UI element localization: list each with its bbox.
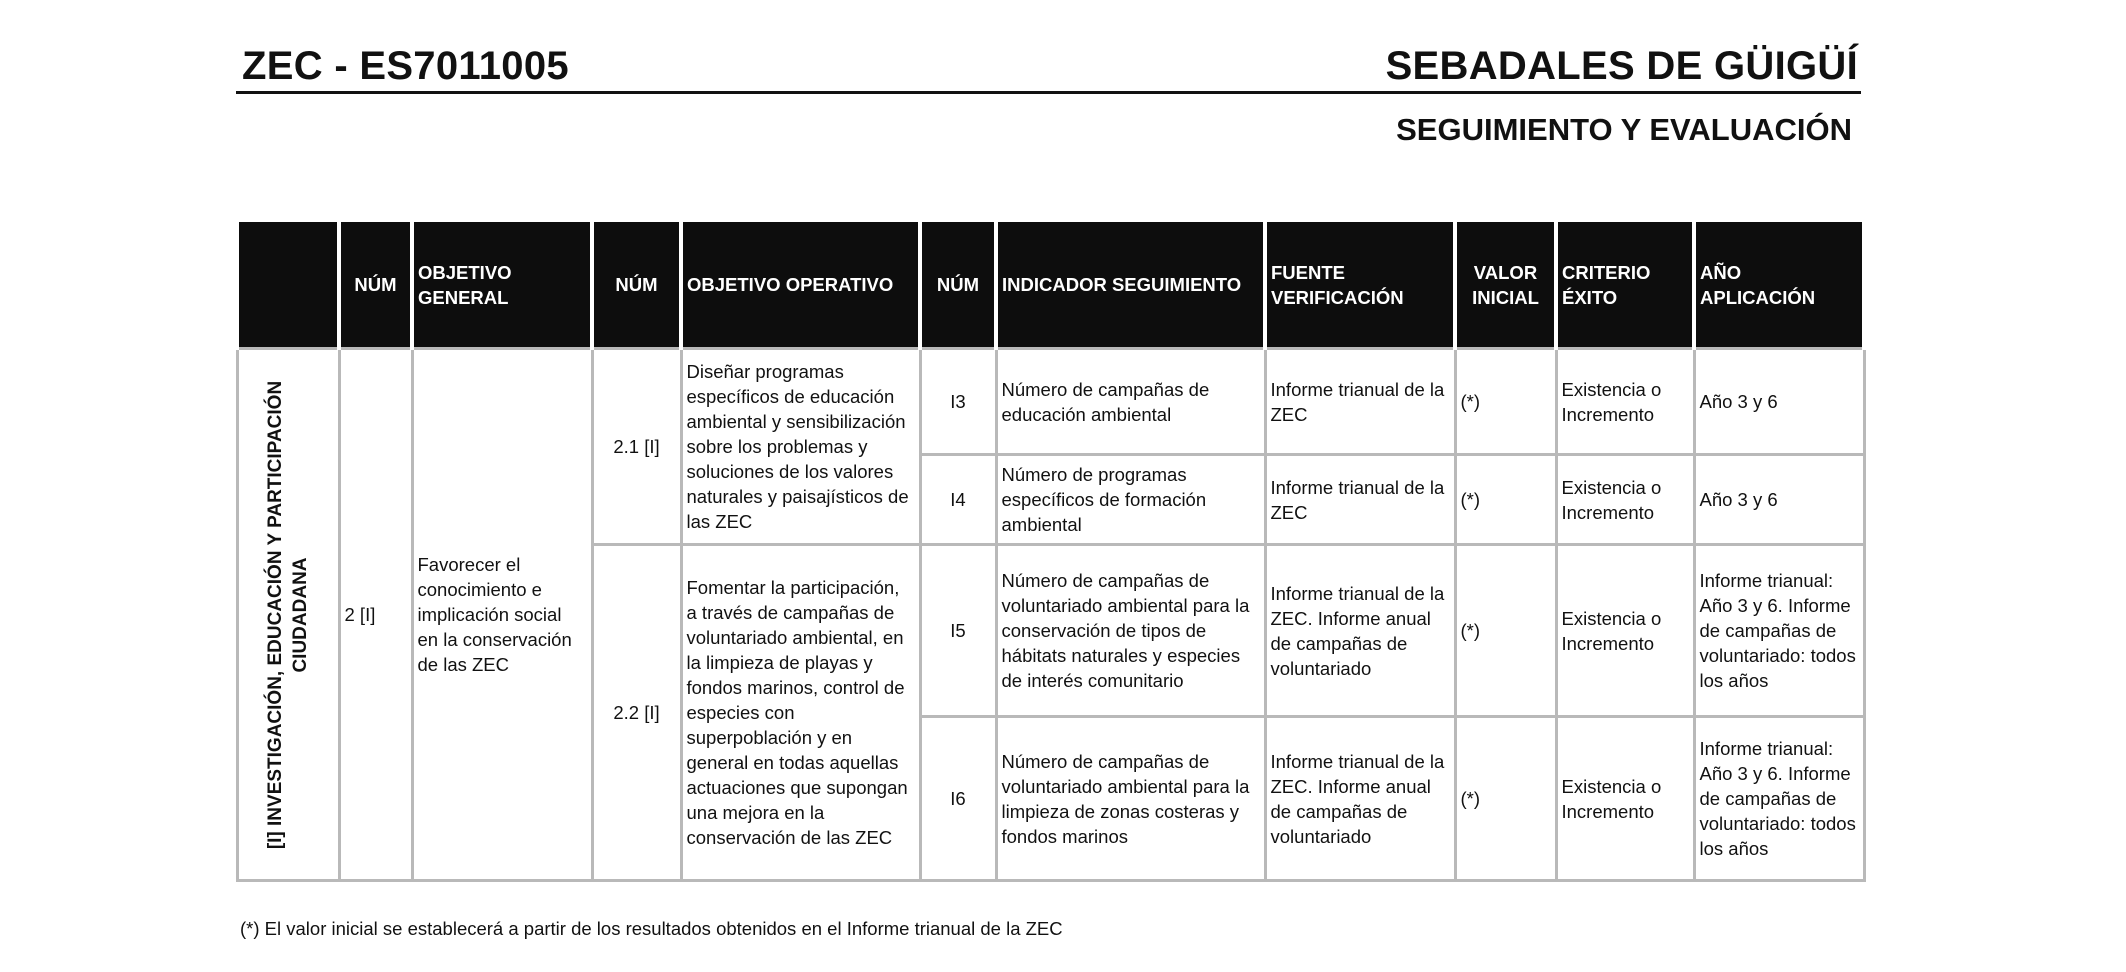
indicator-num-cell: I6 [920,717,996,881]
year-cell: Año 3 y 6 [1694,349,1864,455]
general-objective-cell: Favorecer el conocimiento e implicación social en la conservación de las ZEC [412,349,592,881]
indicator-cell: Número de programas específicos de formación ambiental [996,455,1265,545]
col-fuente-verificacion: FUENTE VERIFICACIÓN [1265,222,1455,349]
area-cell [237,349,339,881]
col-indicador-seguimiento: INDICADOR SEGUIMIENTO [996,222,1265,349]
initial-value-cell: (*) [1455,717,1556,881]
indicator-num-cell: I5 [920,545,996,717]
col-criterio-exito: CRITERIO ÉXITO [1556,222,1694,349]
source-cell: Informe trianual de la ZEC [1265,349,1455,455]
indicator-num-cell: I3 [920,349,996,455]
initial-value-cell: (*) [1455,455,1556,545]
source-cell: Informe trianual de la ZEC [1265,455,1455,545]
table-header-row [237,222,1864,349]
year-cell: Informe trianual: Año 3 y 6. Informe de campañas de voluntariado: todos los años [1694,545,1864,717]
operative-objective-cell: Fomentar la participación, a través de campañas de voluntariado ambiental, en la limpieza de playas y fondos marinos, control de especies con superpoblación y en general en todas aquellas actuaciones que supongan una mejora en la conservación de las ZEC [681,545,920,881]
operative-num-cell: 2.1 [I] [592,349,681,545]
footnote: (*) El valor inicial se establecerá a partir de los resultados obtenidos en el Informe trianual de la ZEC [240,918,1063,939]
year-cell: Año 3 y 6 [1694,455,1864,545]
indicator-cell: Número de campañas de voluntariado ambiental para la limpieza de zonas costeras y fondos marinos [996,717,1265,881]
section-subtitle: SEGUIMIENTO Y EVALUACIÓN [1396,112,1852,147]
col-objetivo-general: OBJETIVO GENERAL [412,222,592,349]
indicator-cell: Número de campañas de educación ambiental [996,349,1265,455]
source-cell: Informe trianual de la ZEC. Informe anual de campañas de voluntariado [1265,717,1455,881]
criterion-cell: Existencia o Incremento [1556,545,1694,717]
col-valor-inicial: VALOR INICIAL [1455,222,1556,349]
operative-num-cell: 2.2 [I] [592,545,681,881]
table-row [237,349,1864,455]
general-num-cell: 2 [I] [339,349,412,881]
initial-value-cell: (*) [1455,349,1556,455]
criterion-cell: Existencia o Incremento [1556,717,1694,881]
year-cell: Informe trianual: Año 3 y 6. Informe de campañas de voluntariado: todos los años [1694,717,1864,881]
criterion-cell: Existencia o Incremento [1556,349,1694,455]
col-num-operativo: NÚM [592,222,681,349]
monitoring-table [235,222,1866,882]
site-name: SEBADALES DE GÜIGÜÍ [1385,44,1858,88]
zec-code: ZEC - ES7011005 [242,44,569,88]
source-cell: Informe trianual de la ZEC. Informe anual de campañas de voluntariado [1265,545,1455,717]
indicator-cell: Número de campañas de voluntariado ambiental para la conservación de tipos de hábitats naturales y especies de interés comunitario [996,545,1265,717]
col-num-indicador: NÚM [920,222,996,349]
col-objetivo-operativo: OBJETIVO OPERATIVO [681,222,920,349]
area-label: [I] INVESTIGACIÓN, EDUCACIÓN Y PARTICIPACIÓN CIUDADANA [265,380,311,849]
operative-objective-cell: Diseñar programas específicos de educación ambiental y sensibilización sobre los problemas y soluciones de los valores naturales y paisajísticos de las ZEC [681,349,920,545]
indicator-num-cell: I4 [920,455,996,545]
header-blank [237,222,339,349]
initial-value-cell: (*) [1455,545,1556,717]
col-num-general: NÚM [339,222,412,349]
col-ano-aplicacion: AÑO APLICACIÓN [1694,222,1864,349]
header-rule [236,91,1861,94]
criterion-cell: Existencia o Incremento [1556,455,1694,545]
